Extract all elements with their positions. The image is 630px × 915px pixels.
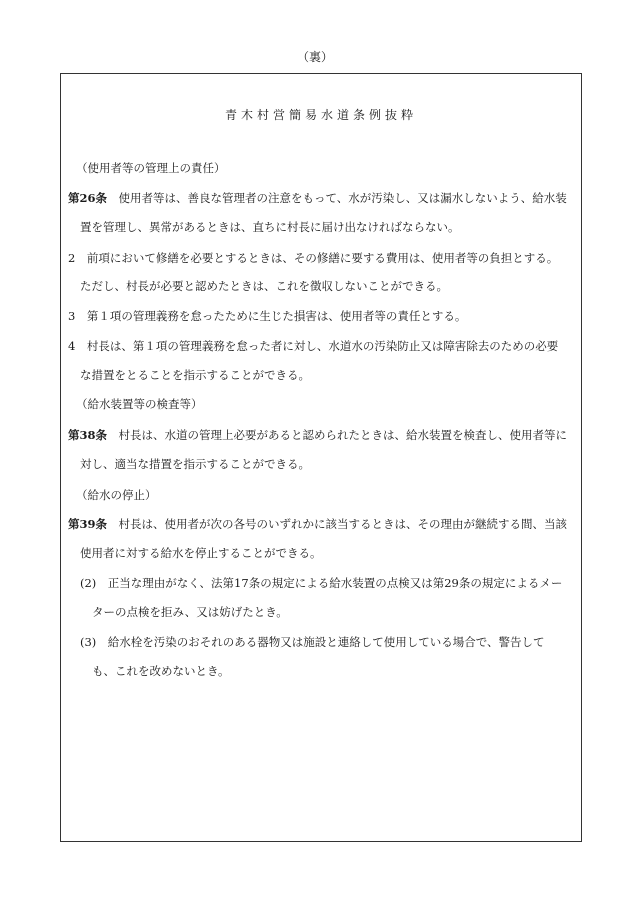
article-26-text-1: 使用者等は、善良な管理者の注意をもって、水が汚染し、又は漏水しないよう、給水装: [107, 191, 567, 205]
article-26-number: 第26条: [68, 191, 108, 205]
heading-article-39: （給水の停止）: [76, 488, 157, 502]
item-2-line-1: (2) 正当な理由がなく、法第17条の規定による給水装置の点検又は第29条の規定によるメー: [80, 576, 563, 590]
article-39-line-1: [68, 516, 567, 532]
paragraph-4-line-2: な措置をとることを指示することができる。: [80, 368, 310, 382]
paragraph-2-line-1: 2 前項において修繕を必要とするときは、その修繕に要する費用は、使用者等の負担とする。: [68, 251, 559, 265]
article-38-line-2: 対し、適当な措置を指示することができる。: [80, 457, 310, 471]
article-39-text-1: 村長は、使用者が次の各号のいずれかに該当するときは、その理由が継続する間、当該: [107, 517, 568, 531]
article-26-line-2: 置を管理し、異常があるときは、直ちに村長に届け出なければならない。: [80, 220, 460, 234]
item-3-line-1: (3) 給水栓を汚染のおそれのある器物又は施設と連絡して使用している場合で、警告して: [80, 635, 545, 649]
article-26-line-1: [68, 190, 567, 206]
item-2-line-2: ターの点検を拒み、又は妨げたとき。: [92, 605, 288, 619]
article-38-line-1: [68, 427, 567, 443]
item-3-line-2: も、これを改めないとき。: [92, 664, 230, 678]
document-title: 青木村営簡易水道条例抜粋: [224, 108, 417, 122]
article-39-line-2: 使用者に対する給水を停止することができる。: [80, 546, 322, 560]
article-38-number: 第38条: [68, 428, 108, 442]
article-39-number: 第39条: [68, 517, 108, 531]
article-38-text-1: 村長は、水道の管理上必要があると認められたときは、給水装置を検査し、使用者等に: [107, 428, 568, 442]
heading-article-26: （使用者等の管理上の責任）: [76, 161, 226, 175]
paragraph-3-line-1: 3 第１項の管理義務を怠ったために生じた損害は、使用者等の責任とする。: [68, 309, 467, 323]
paragraph-4-line-1: 4 村長は、第１項の管理義務を怠った者に対し、水道水の汚染防止又は障害除去のための必要: [68, 339, 559, 353]
heading-article-38: （給水装置等の検査等）: [76, 397, 203, 411]
paragraph-2-line-2: ただし、村長が必要と認めたときは、これを徴収しないことができる。: [80, 279, 448, 293]
page-side-label: （裏）: [296, 50, 333, 64]
